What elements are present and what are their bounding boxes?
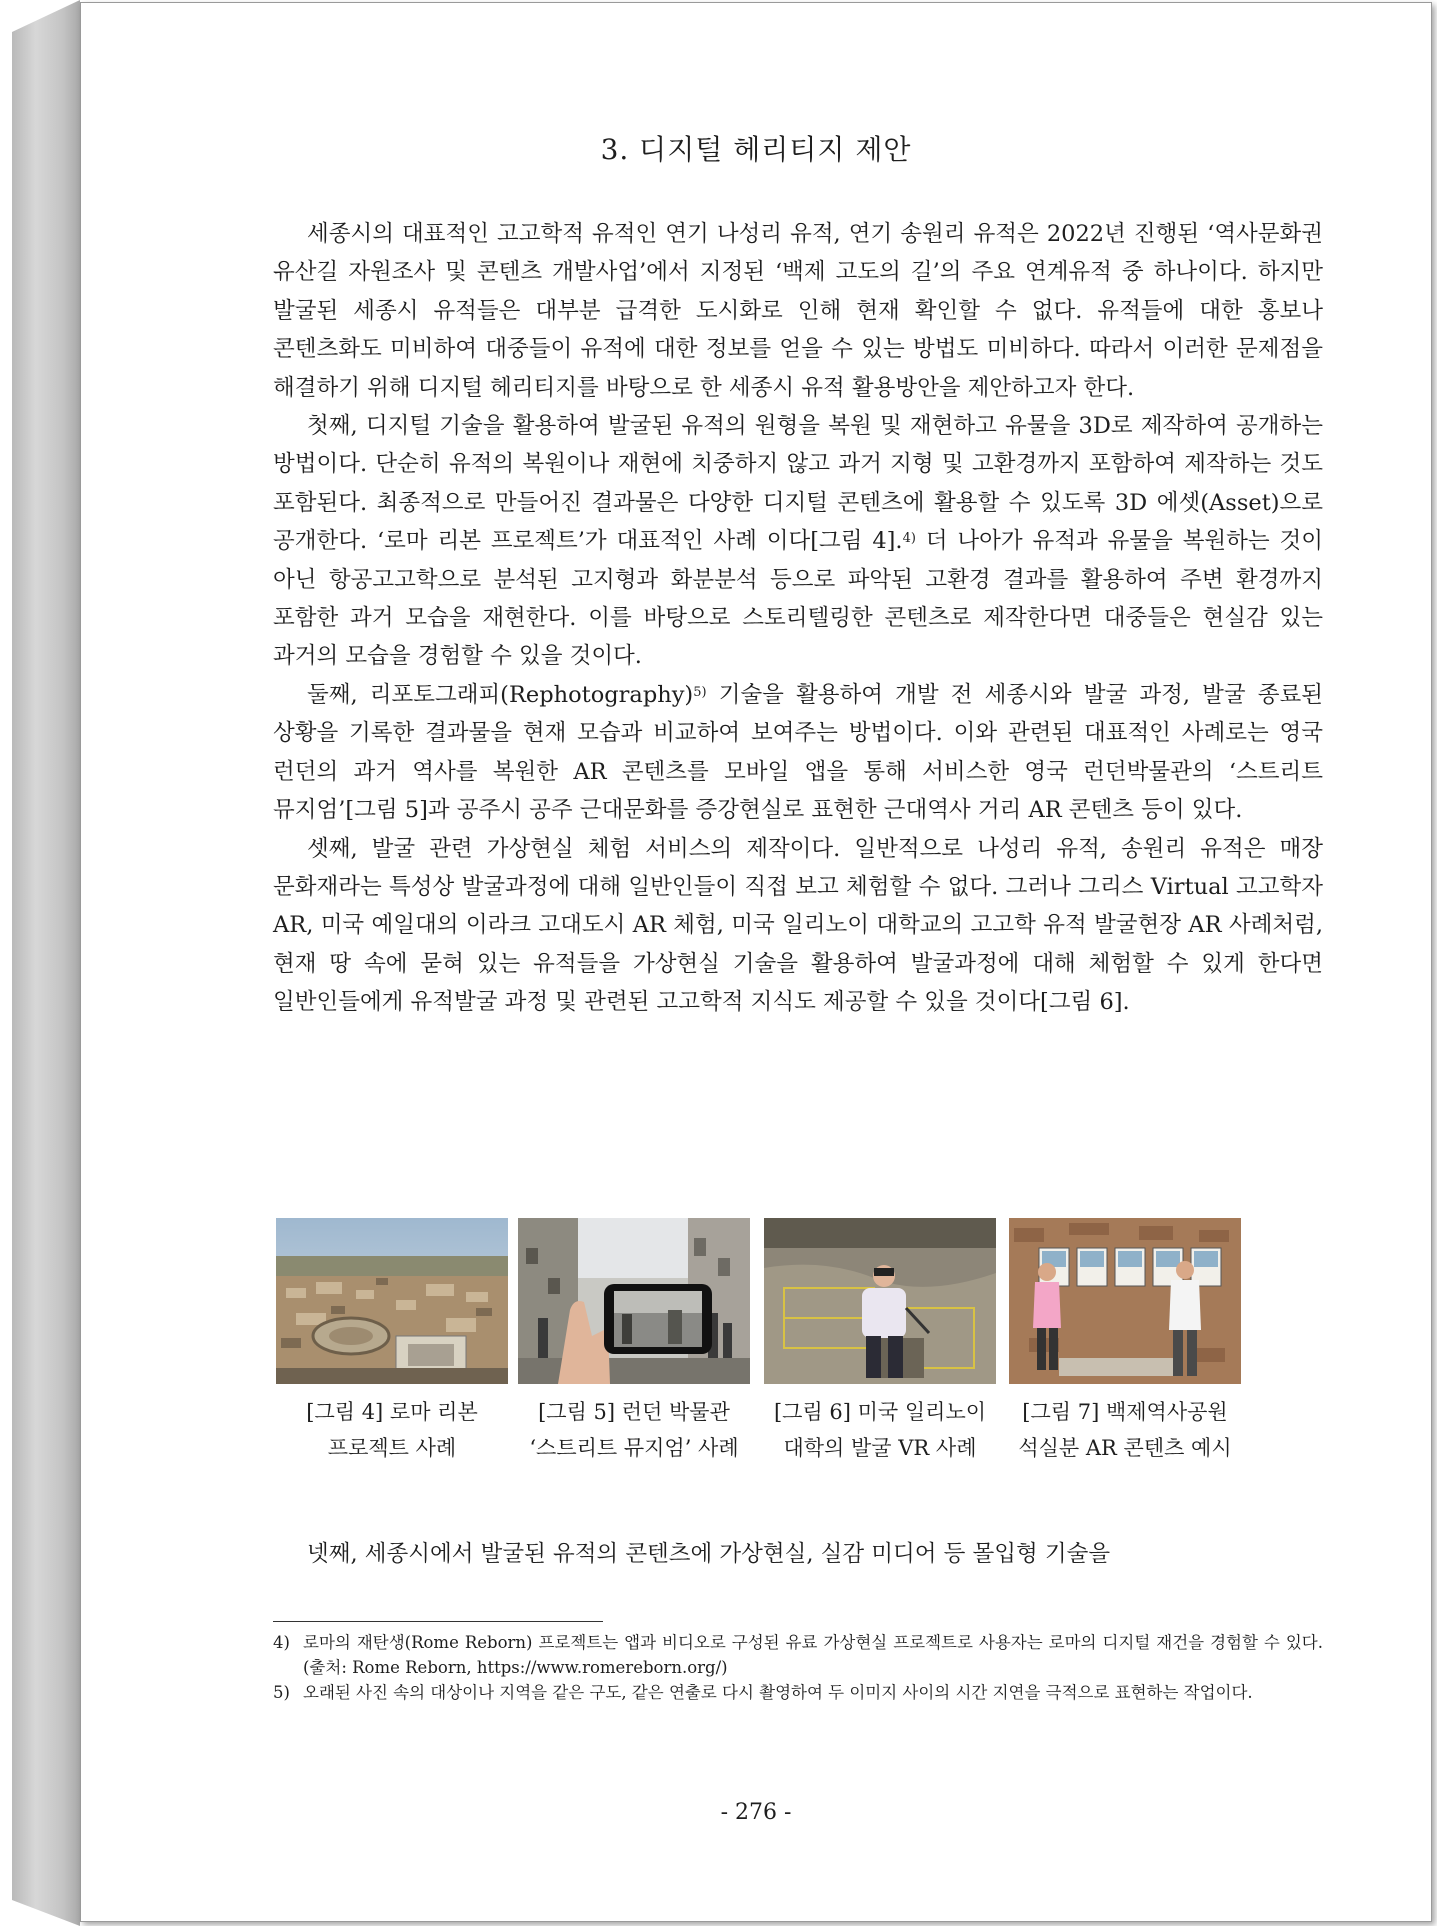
- figure-6: [764, 1218, 996, 1466]
- paragraph-5: [273, 1535, 1323, 1573]
- rome-reborn-city-image: [276, 1218, 508, 1384]
- footnote-divider: [273, 1621, 603, 1622]
- figure-4: [276, 1218, 508, 1466]
- document-page: [80, 2, 1432, 1922]
- body-text: [273, 215, 1323, 1022]
- paragraph-1: [273, 215, 1323, 407]
- footnote-ref-5[interactable]: 5): [693, 684, 707, 700]
- footnote-4: [273, 1630, 1323, 1680]
- figure-6-caption: [그림 6] 미국 일리노이 대학의 발굴 VR 사례: [773, 1400, 987, 1460]
- footnotes: [273, 1630, 1323, 1705]
- figure-5-caption: [그림 5] 런던 박물관 ‘스트리트 뮤지엄’ 사례: [529, 1400, 739, 1460]
- paragraph-2-text-cont: 더 나아가 유적과 유물을 복원하는 것이 아닌 항공고고학으로 분석된 고지형과 화분분석 등으로 파악된 고환경 결과를 활용하여 주변 환경까지 포함한 과거 모습을 재현한다. 이를 바탕으로 스토리텔링한 콘텐츠로 제작한다면 대중들은 현실감 있는 과거의 모습을 경험할 수 있을 것이다.: [273, 528, 1323, 670]
- paragraph-3-text: 둘째, 리포토그래피(Rephotography): [307, 681, 694, 708]
- footnote-5: [273, 1680, 1323, 1705]
- paragraph-2: [273, 407, 1323, 676]
- paragraph-4: [273, 830, 1323, 1022]
- figure-7: [1009, 1218, 1241, 1466]
- baekje-ar-exhibit-image: [1009, 1218, 1241, 1384]
- footnote-number: 4): [273, 1633, 290, 1652]
- footnote-ref-4[interactable]: 4): [902, 531, 916, 547]
- footnote-text: 오래된 사진 속의 대상이나 지역을 같은 구도, 같은 연출로 다시 촬영하여 두 이미지 사이의 시간 지연을 극적으로 표현하는 작업이다.: [303, 1683, 1253, 1702]
- street-museum-phone-image: [518, 1218, 750, 1384]
- book-spine: [12, 0, 80, 1926]
- section-title: 3. 디지털 헤리티지 제안: [600, 133, 912, 166]
- figure-row: [276, 1218, 1326, 1508]
- paragraph-3-text-cont: 기술을 활용하여 개발 전 세종시와 발굴 과정, 발굴 종료된 상황을 기록한 결과물을 현재 모습과 비교하여 보여주는 방법이다. 이와 관련된 대표적인 사례로는 영국 런던의 과거 역사를 복원한 AR 콘텐츠를 모바일 앱을 통해 서비스한 영국 런던박물관의 ‘스트리트 뮤지엄’[그림 5]과 공주시 공주 근대문화를 증강현실로 표현한 근대역사 거리 AR 콘텐츠 등이 있다.: [273, 681, 1323, 824]
- paragraph-4-text: 셋째, 발굴 관련 가상현실 체험 서비스의 제작이다. 일반적으로 나성리 유적, 송원리 유적은 매장 문화재라는 특성상 발굴과정에 대해 일반인들이 직접 보고 체험할 수 없다. 그러나 그리스 Virtual 고고학자 AR, 미국 예일대의 이라크 고대도시 AR 체험, 미국 일리노이 대학교의 고고학 유적 발굴현장 AR 사례처럼, 현재 땅 속에 묻혀 있는 유적들을 가상현실 기술을 활용하여 발굴과정에 대해 체험할 수 있게 한다면 일반인들에게 유적발굴 과정 및 관련된 고고학적 지식도 제공할 수 있을 것이다[그림 6].: [273, 835, 1323, 1016]
- footnote-number: 5): [273, 1683, 290, 1702]
- figure-4-caption: [그림 4] 로마 리본 프로젝트 사례: [306, 1400, 478, 1460]
- paragraph-3: [273, 676, 1323, 830]
- figure-7-caption: [그림 7] 백제역사공원 석실분 AR 콘텐츠 예시: [1018, 1400, 1232, 1460]
- paragraph-5-text: 넷째, 세종시에서 발굴된 유적의 콘텐츠에 가상현실, 실감 미디어 등 몰입형 기술을: [307, 1541, 1111, 1567]
- footnote-text: 로마의 재탄생(Rome Reborn) 프로젝트는 앱과 비디오로 구성된 유료 가상현실 프로젝트로 사용자는 로마의 디지털 재건을 경험할 수 있다. (출처: Rome Reborn, https://www.romereborn.org/): [303, 1633, 1323, 1677]
- paragraph-2-text: 첫째, 디지털 기술을 활용하여 발굴된 유적의 원형을 복원 및 재현하고 유물을 3D로 제작하여 공개하는 방법이다. 단순히 유적의 복원이나 재현에 치중하지 않고 과거 지형 및 고환경까지 포함하여 제작하는 것도 포함된다. 최종적으로 만들어진 결과물은 다양한 디지털 콘텐츠에 활용할 수 있도록 3D 에셋(Asset)으로 공개한다. ‘로마 리본 프로젝트’가 대표적인 사례 이다[그림 4].: [273, 413, 1323, 555]
- figure-5: [518, 1218, 750, 1466]
- paragraph-1-text: 세종시의 대표적인 고고학적 유적인 연기 나성리 유적, 연기 송원리 유적은 2022년 진행된 ‘역사문화권 유산길 자원조사 및 콘텐츠 개발사업’에서 지정된 ‘백제 고도의 길’의 주요 연계유적 중 하나이다. 하지만 발굴된 세종시 유적들은 대부분 급격한 도시화로 인해 현재 확인할 수 없다. 유적들에 대한 홍보나 콘텐츠화도 미비하여 대중들이 유적에 대한 정보를 얻을 수 있는 방법도 미비하다. 따라서 이러한 문제점을 해결하기 위해 디지털 헤리티지를 바탕으로 한 세종시 유적 활용방안을 제안하고자 한다.: [273, 221, 1323, 401]
- excavation-vr-image: [764, 1218, 996, 1384]
- page-number: - 276 -: [720, 1800, 792, 1825]
